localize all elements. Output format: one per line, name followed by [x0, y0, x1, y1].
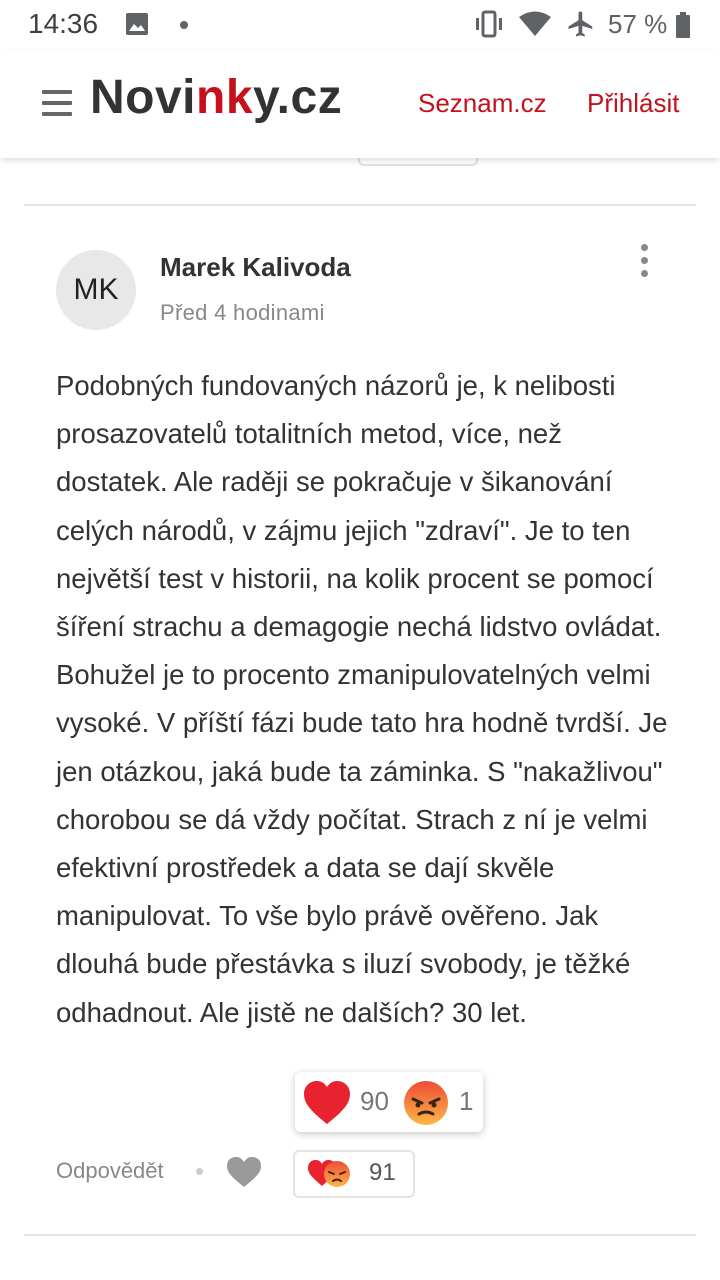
site-header: [0, 50, 720, 158]
battery-percent: 57 %: [608, 9, 668, 39]
site-logo[interactable]: Novinky.cz: [90, 71, 343, 124]
vibrate-icon: [474, 10, 504, 38]
image-icon: [125, 12, 149, 36]
more-icon[interactable]: [630, 244, 658, 284]
wifi-icon: [518, 10, 552, 38]
comment-time: Před 4 hodinami: [160, 300, 325, 325]
seznam-link[interactable]: Seznam.cz: [418, 88, 547, 118]
comment-author[interactable]: Marek Kalivoda: [160, 252, 351, 282]
angry-count: 1: [459, 1086, 474, 1116]
angry-icon[interactable]: [403, 1080, 449, 1126]
reactions-popup: [295, 1072, 483, 1132]
divider: [24, 1234, 696, 1236]
menu-icon[interactable]: [42, 90, 72, 116]
reaction-total: 91: [369, 1159, 396, 1186]
battery-icon: [676, 12, 690, 38]
notification-dot-icon: [180, 21, 188, 29]
angry-icon: [323, 1160, 351, 1188]
heart-icon[interactable]: [302, 1080, 352, 1126]
divider: [24, 204, 696, 206]
status-bar: [0, 0, 720, 50]
avatar[interactable]: MK: [56, 250, 136, 330]
like-icon[interactable]: [226, 1156, 262, 1188]
airplane-icon: [566, 9, 596, 39]
heart-count: 90: [360, 1086, 389, 1116]
reaction-summary-button[interactable]: [293, 1150, 415, 1198]
separator-dot: [196, 1168, 203, 1175]
reply-button[interactable]: Odpovědět: [56, 1158, 164, 1183]
comment-text: Podobných fundovaných názorů je, k nelibosti prosazovatelů totalitních metod, více, než dostatek. Ale raději se pokračuje v šikanování celých národů, v zájmu jejich "zdraví". Je to ten největší test v historii, na kolik procent se pomocí šíření strachu a demagogie nechá lidstvo ovládat. Bohužel je to procento zmanipulovatelných velmi vysoké. V příští fázi bude tato hra hodně tvrdší. Je jen otázkou, jaká bude ta záminka. S "nakažlivou" chorobou se dá vždy počítat. Strach z ní je velmi efektivní prostředek a data se dají skvěle manipulovat. To vše bylo právě ověřeno. Jak dlouhá bude přestávka s iluzí svobody, je těžké odhadnout. Ale jistě ne dalších? 30 let.: [56, 370, 668, 1028]
login-link[interactable]: Přihlásit: [587, 88, 680, 118]
status-time: 14:36: [28, 8, 99, 39]
